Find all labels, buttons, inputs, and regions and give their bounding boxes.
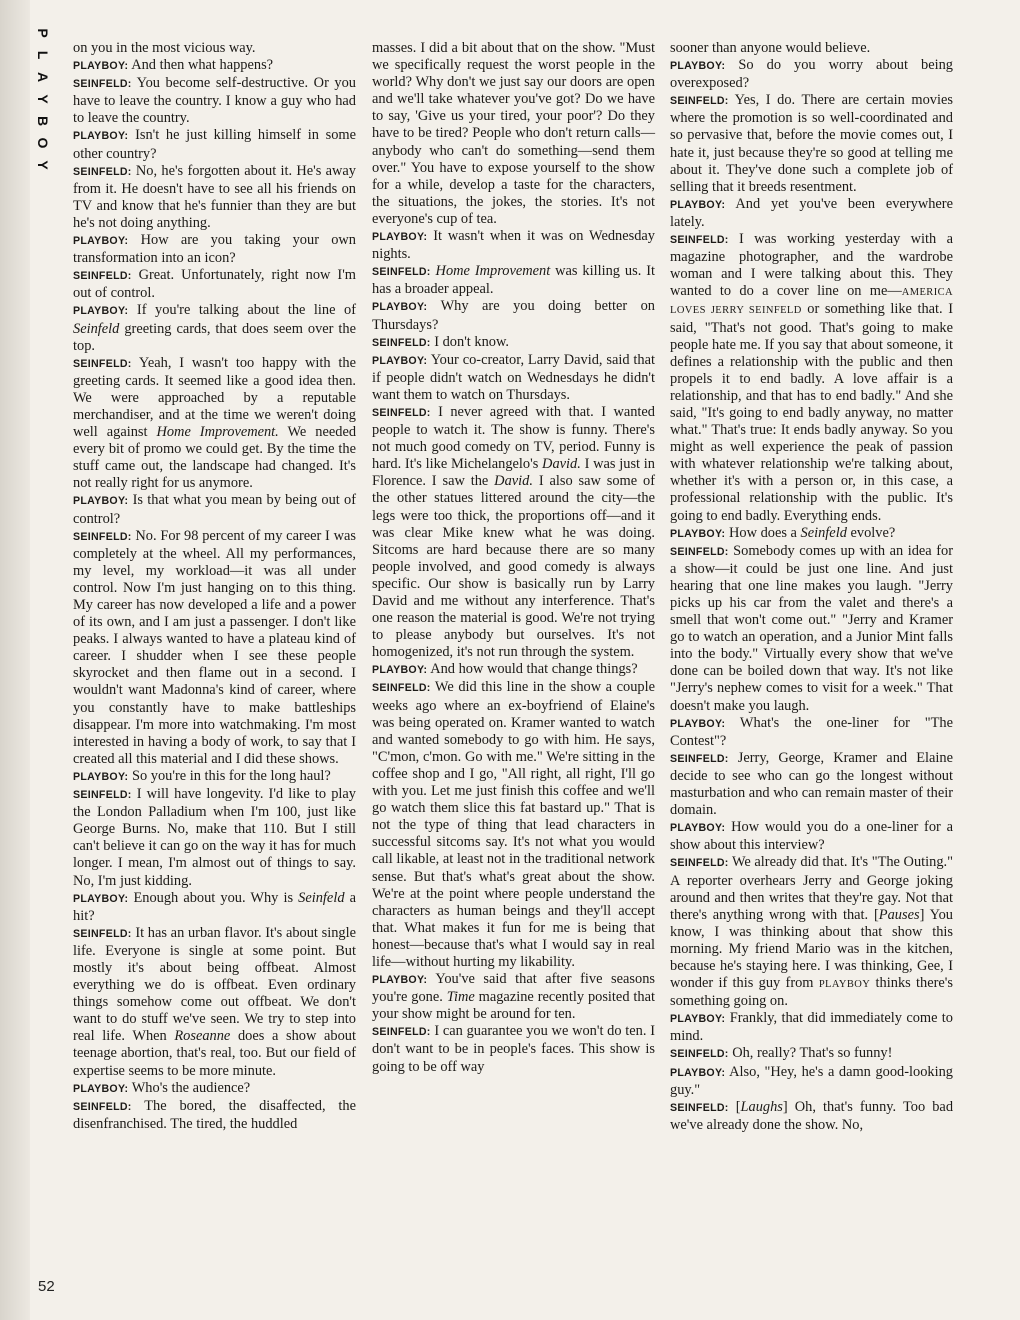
interview-paragraph	[73, 267, 356, 302]
speaker-label: SEINFELD:	[73, 789, 132, 802]
italic-title: Laughs	[740, 1098, 783, 1115]
running-head-letter: B	[35, 115, 51, 127]
interview-paragraph	[73, 890, 356, 925]
interview-paragraph	[73, 163, 356, 232]
paragraph-text: Why are you doing better on Thursdays?	[372, 298, 655, 333]
paragraph-text: [	[728, 1098, 741, 1115]
page-edge	[0, 0, 30, 1320]
speaker-label: PLAYBOY:	[73, 892, 129, 905]
paragraph-text: Jerry, George, Kramer and Elaine decide to see who can go the longest without masturbation and who can remain master of their domain.	[670, 749, 953, 819]
interview-paragraph	[670, 57, 953, 92]
interview-paragraph	[372, 661, 655, 679]
interview-paragraph	[73, 1080, 356, 1098]
interview-paragraph	[372, 971, 655, 1023]
paragraph-text: ] Oh, that's funny. Too bad we've already done the show. No,	[670, 1098, 954, 1133]
speaker-label: SEINFELD:	[372, 1026, 431, 1039]
paragraph-text: thinks there's something going on.	[670, 975, 953, 1010]
interview-paragraph	[73, 40, 356, 57]
speaker-label: PLAYBOY:	[73, 235, 129, 248]
interview-paragraph	[73, 75, 356, 127]
interview-paragraph	[73, 57, 356, 75]
interview-paragraph	[670, 231, 953, 525]
interview-paragraph	[73, 768, 356, 786]
paragraph-text: No. For 98 percent of my career I was completely at the wheel. All my performances, my level, my workload—it was all under control. Now I'm just hanging on to this thing. My career has now developed a life and a power of its own, and I am just a passenger. I don't like peaks. I always wanted to have a plateau kind of career. I shudder when I see these people skyrocket and then flame out in a second. I wouldn't want Madonna's kind of career, where you constantly have to make battleships disappear. I'm more into watchmaking. I'm most interested in having a body of work, to say that I created all this material and I did these shows.	[73, 527, 356, 767]
paragraph-text: Who's the audience?	[128, 1079, 251, 1096]
running-head-letter: Y	[35, 160, 51, 170]
paragraph-text: It wasn't when it was on Wednesday nights.	[372, 228, 655, 263]
italic-title: Seinfeld	[298, 889, 345, 906]
paragraph-text: We already did that. It's "The Outing." A reporter overhears Jerry and George joking around and then writes that they're gay. Not that there's anything wrong with that. [	[670, 854, 953, 923]
paragraph-text: Also, "Hey, he's a damn good-looking guy."	[670, 1063, 953, 1098]
paragraph-text: was killing us. It has a broader appeal.	[372, 263, 655, 298]
interview-paragraph	[670, 1045, 953, 1063]
running-head-letter: A	[35, 71, 51, 83]
italic-title: David.	[542, 456, 581, 473]
italic-title: Seinfeld	[73, 320, 120, 337]
paragraph-text: And how would that change things?	[427, 661, 638, 678]
interview-paragraph	[372, 334, 655, 352]
interview-paragraph	[73, 528, 356, 768]
paragraph-text: Is that what you mean by being out of control?	[73, 492, 356, 527]
interview-paragraph	[670, 543, 953, 715]
speaker-label: SEINFELD:	[372, 682, 431, 695]
paragraph-text: So you're in this for the long haul?	[128, 767, 331, 784]
paragraph-text: What's the one-liner for "The Contest"?	[670, 714, 953, 749]
speaker-label: PLAYBOY:	[670, 1066, 726, 1079]
paragraph-text: You become self-destructive. Or you have to leave the country. I know a guy who had to leave the country.	[73, 75, 356, 127]
paragraph-text: Yeah, I wasn't too happy with the greeting cards. It seemed like a good idea then. We were approached by a reputable merchandiser, and at the time we weren't doing well against	[73, 354, 356, 441]
speaker-label: PLAYBOY:	[73, 770, 129, 783]
speaker-label: PLAYBOY:	[670, 1013, 726, 1026]
speaker-label: PLAYBOY:	[73, 305, 129, 318]
paragraph-text: ] You know, I was thinking about that show this morning. My friend Mario was in the kitchen, because he's staying here. I was thinking, Gee, I wonder if this guy from	[670, 906, 953, 992]
italic-title: Seinfeld	[800, 524, 847, 541]
italic-title: Pauses	[878, 906, 920, 923]
speaker-label: PLAYBOY:	[372, 301, 428, 314]
interview-paragraph	[372, 40, 655, 228]
paragraph-text: So do you worry about being overexposed?	[670, 57, 953, 92]
running-head-letter: O	[35, 137, 51, 149]
interview-paragraph	[670, 196, 953, 231]
paragraph-text: If you're talking about the line of	[128, 302, 356, 319]
italic-title: Roseanne	[174, 1028, 231, 1045]
paragraph-text: evolve?	[846, 524, 896, 541]
paragraph-text: We did this line in the show a couple weeks ago where an ex-boyfriend of Elaine's was being operated on. Kramer wanted to watch and wanted somebody to go with him. He says, "C'mon, c'mon. Go with me." We're sitting in the coffee shop and I go, "All right, all right, I'll go with you. Let me just finish this coffee and we'll go watch them slice this fat bastard up." That is not the type of thing that lead characters in successful sitcoms say. It's not what you would call likable, at least not in the traditional network sense. But that's what's great about the show. We're at the point where people understand the characters as human beings and they'll accept that. What makes it fun for me is being that honest—because that's what I would say in real life—without hurting my likability.	[372, 679, 655, 970]
interview-paragraph	[670, 92, 953, 196]
speaker-label: SEINFELD:	[73, 1100, 132, 1113]
interview-paragraph	[670, 1010, 953, 1045]
paragraph-text: Somebody comes up with an idea for a show—it could be just one line. And just hearing that one line makes you laugh. "Jerry picks up his car from the valet and there's a smell that won't come out." "Jerry and Kramer go to watch an operation, and a Junior Mint falls into the body." Virtually every show that we've done can be boiled down that way. It's not like "Jerry's nephew comes to visit for a week." That doesn't make you laugh.	[670, 542, 953, 714]
paragraph-text: The bored, the disaffected, the disenfranchised. The tired, the huddled	[73, 1097, 356, 1132]
paragraph-text: I was just in Florence. I saw the	[372, 456, 655, 490]
interview-paragraph	[670, 1099, 953, 1134]
paragraph-text: a hit?	[73, 889, 356, 924]
paragraph-text: How are you taking your own transformation into an icon?	[73, 232, 356, 267]
speaker-label: SEINFELD:	[670, 857, 729, 870]
paragraph-text: greeting cards, that does seem over the top.	[73, 320, 356, 354]
speaker-label: SEINFELD:	[73, 270, 132, 283]
paragraph-text: How does a	[725, 524, 801, 541]
running-head-letter: Y	[35, 94, 51, 104]
text-column-2	[372, 40, 655, 1076]
speaker-label: PLAYBOY:	[670, 60, 726, 73]
interview-paragraph	[73, 786, 356, 890]
paragraph-text: And yet you've been everywhere lately.	[670, 195, 953, 230]
interview-paragraph	[670, 525, 953, 543]
paragraph-text: I will have longevity. I'd like to play the London Palladium when I'm 100, just like George Burns. No, make that 110. But I still can't believe it can go on the way it has for much longer. I mean, I'm almost out of things to say. No, I'm just kidding.	[73, 786, 356, 889]
interview-paragraph	[670, 1064, 953, 1099]
speaker-label: SEINFELD:	[670, 95, 729, 108]
paragraph-text: No, he's forgotten about it. He's away from it. He doesn't have to see all his friends on TV and know that he's funnier than they are but he's not doing anything.	[73, 162, 356, 231]
speaker-label: PLAYBOY:	[670, 822, 726, 835]
interview-paragraph	[670, 854, 953, 1010]
running-head	[30, 22, 56, 202]
paragraph-text: Oh, really? That's so funny!	[728, 1045, 893, 1062]
paragraph-text: Frankly, that did immediately come to mind.	[670, 1010, 953, 1045]
text-column-1	[73, 40, 356, 1133]
italic-title: Home Improvement	[435, 263, 551, 280]
italic-title: David.	[494, 473, 533, 490]
paragraph-text: We needed every bit of promo we could get. By the time the stuff came out, the landscape had changed. It's not really right for us anymore.	[73, 424, 357, 492]
speaker-label: SEINFELD:	[372, 336, 431, 349]
speaker-label: PLAYBOY:	[73, 60, 129, 73]
small-caps-text: AMERICA LOVES JERRY SEINFELD	[670, 287, 953, 317]
speaker-label: PLAYBOY:	[670, 527, 726, 540]
paragraph-text: I was working yesterday with a magazine photographer, and the wardrobe woman and I were talking about this. They wanted to do a cover line on me—	[670, 231, 953, 300]
page-number: 52	[38, 1278, 55, 1295]
speaker-label: PLAYBOY:	[372, 354, 428, 367]
interview-paragraph	[372, 263, 655, 298]
speaker-label: SEINFELD:	[73, 530, 132, 543]
speaker-label: SEINFELD:	[73, 78, 132, 91]
interview-paragraph	[73, 492, 356, 527]
interview-paragraph	[372, 404, 655, 661]
interview-paragraph	[73, 1098, 356, 1133]
speaker-label: PLAYBOY:	[73, 1082, 129, 1095]
paragraph-text: I can guarantee you we won't do ten. I don't want to be in people's faces. This show is going to be off way	[372, 1023, 655, 1075]
paragraph-text: I also saw some of the other statues littered around the city—the legs were too thick, the proportions off—and it was clear Mike knew what he was doing. Sitcoms are hard because there are so many people involved, and good comedy is always specific. Our show is basically run by Larry David and me without any interference. That's one reason the material is good. We're not trying to please anybody but ourselves. It's not homogenized, it's not run through the system.	[372, 473, 655, 661]
paragraph-text: Great. Unfortunately, right now I'm out of control.	[73, 267, 356, 302]
speaker-label: PLAYBOY:	[73, 130, 129, 143]
interview-paragraph	[73, 925, 356, 1080]
paragraph-text: or something like that. I said, "That's not good. That's going to make people hate me. If you say that about someone, it defines a relationship with the public and then propels it to end badly. A love affair is a relationship, and that has to end badly." And she said, "It's going to end badly anyway, no matter what." That's true: It ends badly anyway. So you might as well experience the peak of passion with whatever relationship we're talking about, whether it's with a person or, in this case, a professional relationship with the public. It's going to end badly. Everything ends.	[670, 301, 954, 524]
italic-title: Home Improvement.	[156, 424, 279, 441]
interview-paragraph	[73, 127, 356, 162]
paragraph-text: Enough about you. Why is	[128, 889, 299, 906]
interview-paragraph	[372, 298, 655, 333]
speaker-label: SEINFELD:	[73, 165, 132, 178]
speaker-label: SEINFELD:	[372, 266, 431, 279]
interview-paragraph	[372, 679, 655, 971]
paragraph-text: It has an urban flavor. It's about single life. Everyone is single at some point. But mostly it's about being offbeat. Almost everything we do is offbeat. Even ordinary things somehow come out offbeat. We don't want to do stuff we've seen. We try to step into real life. When	[73, 924, 356, 1045]
paragraph-text: sooner than anyone would believe.	[670, 40, 871, 56]
speaker-label: SEINFELD:	[670, 1048, 729, 1061]
speaker-label: SEINFELD:	[372, 406, 431, 419]
interview-paragraph	[372, 352, 655, 404]
interview-paragraph	[670, 40, 953, 57]
interview-paragraph	[670, 750, 953, 819]
speaker-label: SEINFELD:	[670, 545, 729, 558]
paragraph-text: I don't know.	[430, 333, 510, 350]
paragraph-text: Isn't he just killing himself in some other country?	[73, 127, 356, 162]
interview-paragraph	[73, 355, 356, 493]
interview-paragraph	[670, 819, 953, 854]
text-column-3	[670, 40, 953, 1134]
speaker-label: PLAYBOY:	[372, 231, 428, 244]
paragraph-text: on you in the most vicious way.	[73, 40, 256, 56]
paragraph-text: Yes, I do. There are certain movies where the promotion is so well-coordinated and so pervasive that, before the movie comes out, I hate it, just because they're so good at telling me about it. They've done such a complete job of selling that it breeds resentment.	[670, 92, 953, 195]
interview-paragraph	[73, 232, 356, 267]
running-head-letter: L	[35, 50, 51, 60]
speaker-label: PLAYBOY:	[372, 974, 428, 987]
paragraph-text: Your co-creator, Larry David, said that if people didn't watch on Wednesdays he didn't want them to watch on Thursdays.	[372, 351, 655, 403]
small-caps-text: PLAYBOY	[818, 979, 871, 991]
speaker-label: SEINFELD:	[670, 234, 729, 247]
speaker-label: PLAYBOY:	[670, 717, 726, 730]
interview-paragraph	[372, 1023, 655, 1075]
running-head-letter: P	[35, 28, 51, 38]
paragraph-text: magazine recently posited that your show might be around for ten.	[372, 989, 656, 1023]
speaker-label: SEINFELD:	[73, 927, 132, 940]
paragraph-text: You've said that after five seasons you're gone.	[372, 971, 655, 1006]
interview-paragraph	[372, 228, 655, 263]
speaker-label: PLAYBOY:	[73, 495, 129, 508]
speaker-label: SEINFELD:	[670, 752, 729, 765]
interview-paragraph	[73, 302, 356, 354]
paragraph-text: And then what happens?	[128, 57, 274, 74]
paragraph-text: I never agreed with that. I wanted people to watch it. The show is funny. There's not much good comedy on TV, period. Funny is hard. It's like Michelangelo's	[372, 403, 655, 473]
paragraph-text: How would you do a one-liner for a show about this interview?	[670, 819, 953, 854]
italic-title: Time	[446, 989, 475, 1006]
paragraph-text: masses. I did a bit about that on the show. "Must we specifically request the worst people in the world? Why don't we just say our doors are open and we'll take whatever you've got? Do we have to say, 'Give us your tired, your poor'? Do they have to be tired? People who don't return calls—anybody who can't do something—send them over." You have to expose yourself to the show for a while, develop a taste for the characters, the situations, the jokes, the stories. It's not everyone's cup of tea.	[372, 40, 655, 227]
speaker-label: PLAYBOY:	[372, 664, 428, 677]
speaker-label: PLAYBOY:	[670, 198, 726, 211]
speaker-label: SEINFELD:	[670, 1101, 729, 1114]
paragraph-text: does a show about teenage abortion, that's real, too. But our field of expertise seems to be more minute.	[73, 1028, 356, 1079]
speaker-label: SEINFELD:	[73, 357, 132, 370]
interview-paragraph	[670, 715, 953, 750]
